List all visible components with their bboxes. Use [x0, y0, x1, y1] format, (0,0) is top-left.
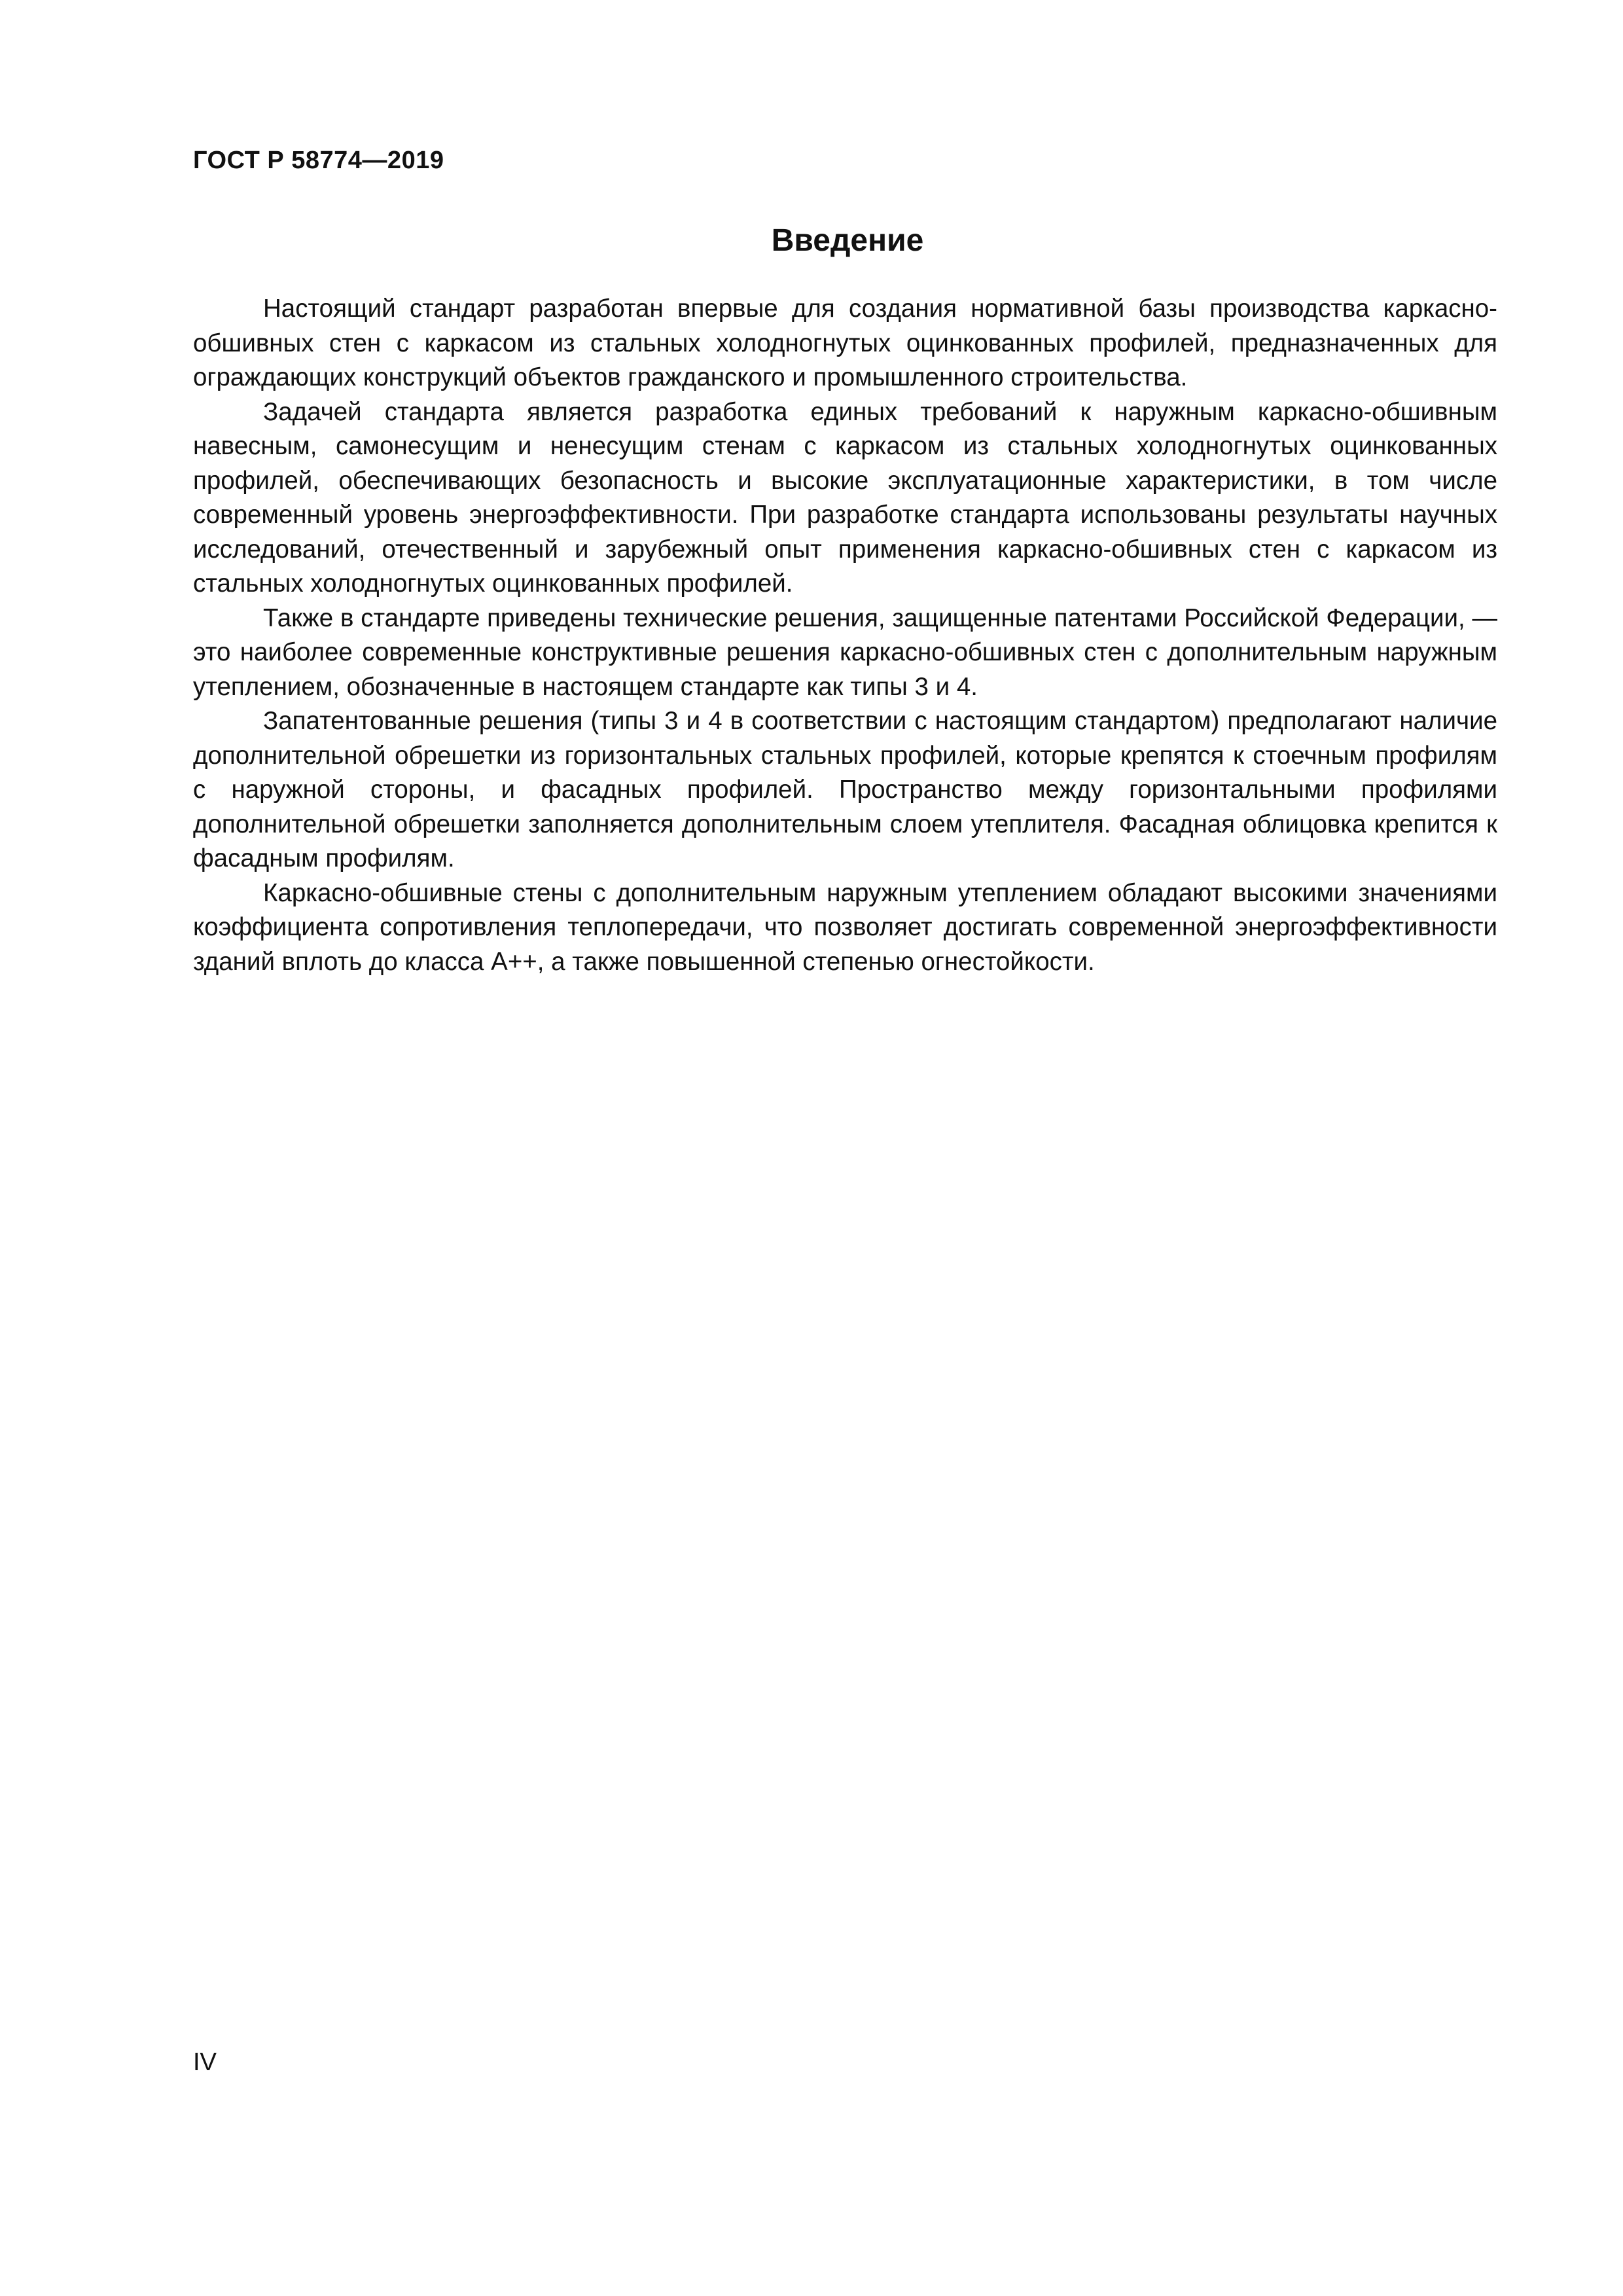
- section-title: Введение: [771, 223, 924, 258]
- document-code: ГОСТ Р 58774—2019: [193, 147, 444, 174]
- paragraph-2: Задачей стандарта является разработка единых требований к наружным каркасно-обшивным навесным, самонесущим и ненесущим стенам с каркасом из стальных холодногнутых оцинкованных профилей, обеспечивающих безопасность и высокие эксплуатационные характеристики, в том числе современный уровень энергоэффективности. При разработке стандарта использованы результаты научных исследований, отечественный и зарубежный опыт применения каркасно-обшивных стен с каркасом из стальных холодногнутых оцинкованных профилей.: [193, 397, 1497, 598]
- paragraph-1: Настоящий стандарт разработан впервые для создания нормативной базы производства каркасно-обшивных стен с каркасом из стальных холодногнутых оцинкованных профилей, предназначенных для ограждающих конструкций объектов гражданского и промышленного строительства.: [193, 295, 1497, 391]
- paragraph-5: Каркасно-обшивные стены с дополнительным наружным утеплением обладают высокими значениями коэффициента сопротивления теплопередачи, что позволяет достигать современной энергоэффективности зданий вплоть до класса А++, а также повышенной степенью огнестойкости.: [193, 878, 1497, 976]
- section-body: [193, 292, 1497, 979]
- paragraph-4: Запатентованные решения (типы 3 и 4 в соответствии с настоящим стандартом) предполагают наличие дополнительной обрешетки из горизонтальных стальных профилей, которые крепятся к стоечным профилям с наружной стороны, и фасадных профилей. Пространство между горизонтальными профилями дополнительной обрешетки заполняется дополнительным слоем утеплителя. Фасадная облицовка крепится к фасадным профилям.: [193, 707, 1497, 872]
- paragraph-3: Также в стандарте приведены технические решения, защищенные патентами Российской Федерации, — это наиболее современные конструктивные решения каркасно-обшивных стен с дополнительным наружным утеплением, обозначенные в настоящем стандарте как типы 3 и 4.: [193, 603, 1497, 701]
- page-number: IV: [193, 2049, 217, 2076]
